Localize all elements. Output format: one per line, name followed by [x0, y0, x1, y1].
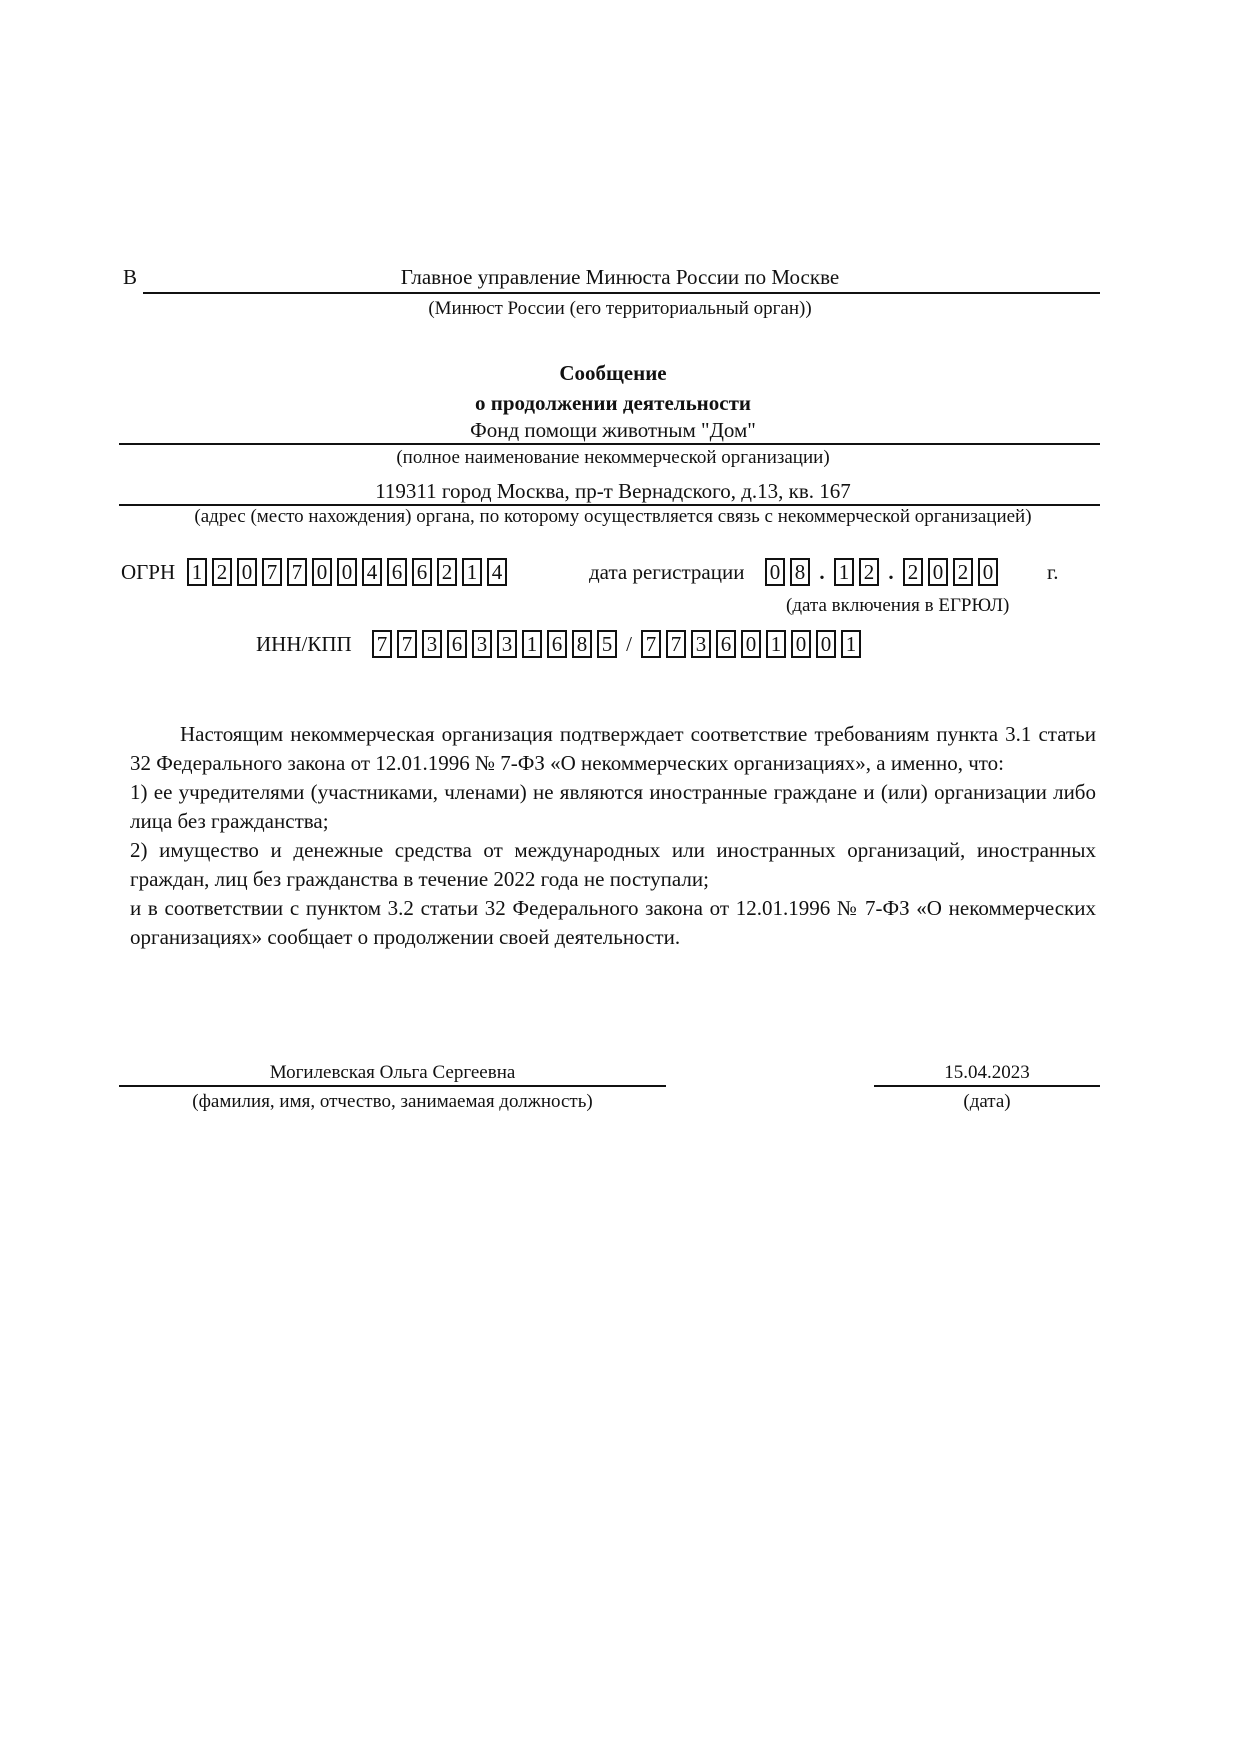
inn-digit-cell: 3	[472, 630, 492, 658]
ogrn-digit-cell: 2	[437, 558, 457, 586]
date-day-cell: 8	[790, 558, 810, 586]
document-title	[120, 358, 1106, 418]
recipient-underline	[143, 292, 1100, 294]
title-line-2: о продолжении деятельности	[474, 391, 752, 415]
year-suffix: г.	[1047, 560, 1059, 584]
kpp-digit-cell: 1	[766, 630, 786, 658]
kpp-digit-cell: 7	[641, 630, 661, 658]
ogrn-digit-cells	[187, 558, 507, 586]
registration-date-cells	[765, 558, 998, 586]
signature-date: 15.04.2023	[944, 1062, 1030, 1083]
body-text	[130, 720, 1096, 952]
inn-kpp-cells	[372, 630, 861, 658]
registration-date-caption: (дата включения в ЕГРЮЛ)	[786, 595, 1010, 616]
inn-digit-cell: 6	[447, 630, 467, 658]
kpp-digit-cell: 3	[691, 630, 711, 658]
organization-name: Фонд помощи животным "Дом"	[470, 418, 756, 442]
date-year-cell: 0	[978, 558, 998, 586]
kpp-digit-cell: 0	[791, 630, 811, 658]
inn-kpp-separator: /	[626, 631, 632, 656]
signature-date-caption: (дата)	[963, 1091, 1011, 1112]
ogrn-digit-cell: 0	[337, 558, 357, 586]
ogrn-digit-cell: 4	[362, 558, 382, 586]
inn-digit-cell: 3	[422, 630, 442, 658]
date-separator: .	[888, 559, 894, 584]
recipient-name: Главное управление Минюста России по Москве	[400, 265, 840, 289]
inn-kpp-label: ИНН/КПП	[256, 632, 352, 656]
inn-digit-cell: 3	[497, 630, 517, 658]
registration-date-label: дата регистрации	[589, 560, 745, 584]
ogrn-digit-cell: 7	[262, 558, 282, 586]
body-paragraph-4: и в соответствии с пунктом 3.2 статьи 32 Федерального закона от 12.01.1996 № 7-ФЗ «О некоммерческих организациях» сообщает о продолжении своей деятельности.	[130, 896, 1096, 949]
date-year-cell: 2	[903, 558, 923, 586]
inn-digit-cell: 1	[522, 630, 542, 658]
kpp-digit-cell: 0	[741, 630, 761, 658]
organization-name-caption: (полное наименование некоммерческой организации)	[396, 447, 830, 468]
body-paragraph-1: Настоящим некоммерческая организация подтверждает соответствие требованиям пункта 3.1 статьи 32 Федерального закона от 12.01.1996 № 7-ФЗ «О некоммерческих организациях», а именно, что:	[130, 722, 1096, 775]
ogrn-digit-cell: 7	[287, 558, 307, 586]
ogrn-digit-cell: 1	[187, 558, 207, 586]
ogrn-digit-cell: 4	[487, 558, 507, 586]
ogrn-digit-cell: 6	[387, 558, 407, 586]
date-separator: .	[819, 559, 825, 584]
organization-name-underline	[119, 443, 1100, 445]
ogrn-digit-cell: 0	[237, 558, 257, 586]
date-year-cell: 2	[953, 558, 973, 586]
recipient-caption: (Минюст России (его территориальный орган))	[428, 298, 812, 319]
ogrn-digit-cell: 0	[312, 558, 332, 586]
date-year-cell: 0	[928, 558, 948, 586]
date-month-cell: 2	[859, 558, 879, 586]
date-month-cell: 1	[834, 558, 854, 586]
kpp-digit-cell: 7	[666, 630, 686, 658]
body-paragraph-3: 2) имущество и денежные средства от международных или иностранных организаций, иностранных граждан, лиц без гражданства в течение 2022 года не поступали;	[130, 838, 1096, 891]
signature-date-underline	[874, 1085, 1100, 1087]
kpp-digit-cell: 6	[716, 630, 736, 658]
title-line-1: Сообщение	[559, 361, 667, 385]
kpp-digit-cell: 1	[841, 630, 861, 658]
organization-address: 119311 город Москва, пр-т Вернадского, д.13, кв. 167	[375, 479, 851, 503]
recipient-prefix: В	[123, 265, 138, 289]
signatory-name-underline	[119, 1085, 666, 1087]
organization-address-caption: (адрес (место нахождения) органа, по которому осуществляется связь с некоммерческой организацией)	[194, 506, 1032, 527]
date-day-cell: 0	[765, 558, 785, 586]
signatory-name: Могилевская Ольга Сергеевна	[269, 1062, 516, 1083]
body-paragraph-2: 1) ее учредителями (участниками, членами) не являются иностранные граждане и (или) организации либо лица без гражданства;	[130, 780, 1096, 833]
ogrn-digit-cell: 6	[412, 558, 432, 586]
ogrn-digit-cell: 2	[212, 558, 232, 586]
inn-digit-cell: 6	[547, 630, 567, 658]
inn-digit-cell: 7	[372, 630, 392, 658]
signatory-name-caption: (фамилия, имя, отчество, занимаемая должность)	[192, 1091, 593, 1112]
ogrn-label: ОГРН	[121, 560, 176, 584]
inn-digit-cell: 7	[397, 630, 417, 658]
ogrn-digit-cell: 1	[462, 558, 482, 586]
kpp-digit-cell: 0	[816, 630, 836, 658]
inn-digit-cell: 8	[572, 630, 592, 658]
inn-digit-cell: 5	[597, 630, 617, 658]
